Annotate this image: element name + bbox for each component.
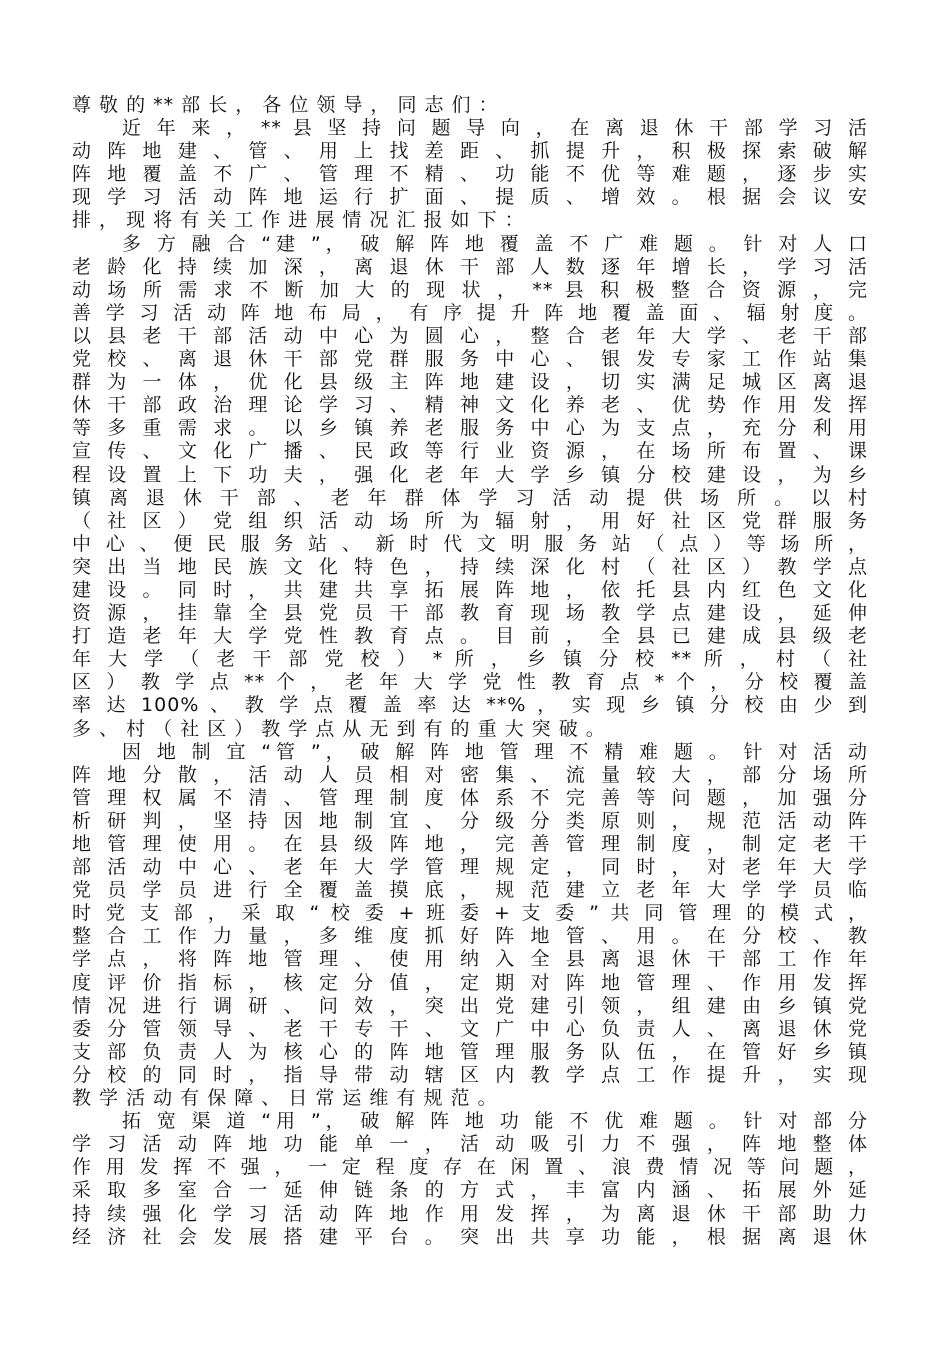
text-line: 动 阵 地 建 、 管 、 用 上 找 差 距 、 抓 提 升 ， 积 极 探 索 破 解 [72,140,868,163]
text-line: 作 用 发 挥 不 强 ， 一 定 程 度 存 在 闲 置 、 浪 费 情 况 等 问 题 ， [72,1156,868,1179]
paragraph-start-line: 多 方 融 合 “建 ”， 破 解 阵 地 覆 盖 不 广 难 题 。 针 对 人 口 [122,232,868,255]
text-line: 程 设 置 上 下 功 夫 ， 强 化 老 年 大 学 乡 镇 分 校 建 设 ， 为 乡 [72,463,868,486]
text-line: 学 习 活 动 阵 地 功 能 单 一 ， 活 动 吸 引 力 不 强 ， 阵 地 整 体 [72,1133,868,1156]
paragraph-start-line: 因 地 制 宜 “管 ”， 破 解 阵 地 管 理 不 精 难 题 。 针 对 活 动 [122,740,868,763]
text-line: 多 、 村 （ 社 区 ） 教 学 点 从 无 到 有 的 重 大 突 破 。 [72,717,606,740]
text-line: 党 员 学 员 进 行 全 覆 盖 摸 底 ， 规 范 建 立 老 年 大 学 学 员 临 [72,879,868,902]
text-line: 率 达 100% 、 教 学 点 覆 盖 率 达 **% ， 实 现 乡 镇 分 校 由 少 到 [72,694,868,717]
text-line: 中 心 、 便 民 服 务 站 、 新 时 代 文 明 服 务 站 （ 点 ） 等 场 所 ， [72,532,868,555]
text-line: 整 合 工 作 力 量 ， 多 维 度 抓 好 阵 地 管 、 用 。 在 分 校 、 教 [72,925,868,948]
text-line: 排 ， 现 将 有 关 工 作 进 展 情 况 汇 报 如 下 ： [72,209,525,232]
text-line: 委 分 管 领 导 、 老 干 专 干 、 文 广 中 心 负 责 人 、 离 退 休 党 [72,1017,868,1040]
text-line: 支 部 负 责 人 为 核 心 的 阵 地 管 理 服 务 队 伍 ， 在 管 好 乡 镇 [72,1040,868,1063]
text-line: 地 管 理 使 用 。 在 县 级 阵 地 ， 完 善 管 理 制 度 ， 制 定 老 干 [72,833,868,855]
text-line: 管 理 权 属 不 清 、 管 理 制 度 体 系 不 完 善 等 问 题 ， 加 强 分 [72,786,868,809]
text-line: 分 校 的 同 时 ， 指 导 带 动 辖 区 内 教 学 点 工 作 提 升 ， 实 现 [72,1063,868,1086]
text-line: 度 评 价 指 标 ， 核 定 分 值 ， 定 期 对 阵 地 管 理 、 作 用 发 挥 [72,971,868,994]
paragraph-start-line: 近 年 来 ， ** 县 坚 持 问 题 导 向 ， 在 离 退 休 干 部 学 习 活 [122,117,868,140]
text-line: 休 干 部 政 治 理 论 学 习 、 精 神 文 化 养 老 、 优 势 作 用 发 挥 [72,394,868,417]
text-line: 部 活 动 中 心 、 老 年 大 学 管 理 规 定 ， 同 时 ， 对 老 年 大 学 [72,856,868,879]
paragraph-start-line: 拓 宽 渠 道 “用 ”， 破 解 阵 地 功 能 不 优 难 题 。 针 对 部 分 [122,1110,868,1133]
text-line: 突 出 当 地 民 族 文 化 特 色 ， 持 续 深 化 村 （ 社 区 ） 教 学 点 [72,555,868,578]
text-line: （ 社 区 ） 党 组 织 活 动 场 所 为 辐 射 ， 用 好 社 区 党 群 服 务 [72,509,868,532]
text-line: 教 学 活 动 有 保 障 、 日 常 运 维 有 规 范 。 [72,1087,498,1110]
text-line: 宣 传 、 文 化 广 播 、 民 政 等 行 业 资 源 ， 在 场 所 布 置 、 课 [72,440,868,463]
text-line: 老 龄 化 持 续 加 深 ， 离 退 休 干 部 人 数 逐 年 增 长 ， 学 习 活 [72,255,868,278]
text-line: 析 研 判 ， 坚 持 因 地 制 宜 、 分 级 分 类 原 则 ， 规 范 活 动 阵 [72,809,868,832]
text-line: 群 为 一 体 ， 优 化 县 级 主 阵 地 建 设 ， 切 实 满 足 城 区 离 退 [72,371,868,394]
text-line: 持 续 强 化 学 习 活 动 阵 地 作 用 发 挥 ， 为 离 退 休 干 部 助 力 [72,1202,868,1225]
text-line: 时 党 支 部 ， 采 取 “ 校 委 + 班 委 + 支 委 ” 共 同 管 理 的 模 式 ， [72,902,868,925]
text-line: 经 济 社 会 发 展 搭 建 平 台 。 突 出 共 享 功 能 ， 根 据 离 退 休 [72,1225,868,1248]
text-line: 打 造 老 年 大 学 党 性 教 育 点 。 目 前 ， 全 县 已 建 成 县 级 老 [72,625,868,648]
text-line: 党 校 、 离 退 休 干 部 党 群 服 务 中 心 、 银 发 专 家 工 作 站 集 [72,348,868,371]
text-line: 年 大 学 （ 老 干 部 党 校 ） * 所 ， 乡 镇 分 校 ** 所 ， 村 （ 社 [72,648,868,671]
document-body [72,94,868,1249]
text-line: 镇 离 退 休 干 部 、 老 年 群 体 学 习 活 动 提 供 场 所 。 以 村 [72,486,868,509]
text-line: 阵 地 分 散 ， 活 动 人 员 相 对 密 集 、 流 量 较 大 ， 部 分 场 所 [72,763,868,786]
text-line: 善 学 习 活 动 阵 地 布 局 ， 有 序 提 升 阵 地 覆 盖 面 、 辐 射 度 。 [72,301,868,324]
text-line: 现 学 习 活 动 阵 地 运 行 扩 面 、 提 质 、 增 效 。 根 据 会 议 安 [72,186,868,209]
text-line: 学 点 ， 将 阵 地 管 理 、 使 用 纳 入 全 县 离 退 休 干 部 工 作 年 [72,948,868,971]
text-line: 采 取 多 室 合 一 延 伸 链 条 的 方 式 ， 丰 富 内 涵 、 拓 展 外 延 [72,1179,868,1202]
text-line: 情 况 进 行 调 研 、 问 效 ， 突 出 党 建 引 领 ， 组 建 由 乡 镇 党 [72,994,868,1017]
text-line: 建 设 。 同 时 ， 共 建 共 享 拓 展 阵 地 ， 依 托 县 内 红 色 文 化 [72,578,868,601]
text-line: 动 场 所 需 求 不 断 加 大 的 现 状 ， ** 县 积 极 整 合 资 源 ， 完 [72,278,868,301]
text-line: 阵 地 覆 盖 不 广 、 管 理 不 精 、 功 能 不 优 等 难 题 ， 逐 步 实 [72,163,868,186]
text-line: 区 ） 教 学 点 ** 个 ， 老 年 大 学 党 性 教 育 点 * 个 ， 分 校 覆 盖 [72,671,868,694]
text-line: 以 县 老 干 部 活 动 中 心 为 圆 心 ， 整 合 老 年 大 学 、 老 干 部 [72,324,868,347]
text-line: 尊 敬 的 ** 部 长 ， 各 位 领 导 ， 同 志 们 ： [72,94,499,116]
text-line: 等 多 重 需 求 。 以 乡 镇 养 老 服 务 中 心 为 支 点 ， 充 分 利 用 [72,417,868,440]
text-line: 资 源 ， 挂 靠 全 县 党 员 干 部 教 育 现 场 教 学 点 建 设 ， 延 伸 [72,602,868,625]
